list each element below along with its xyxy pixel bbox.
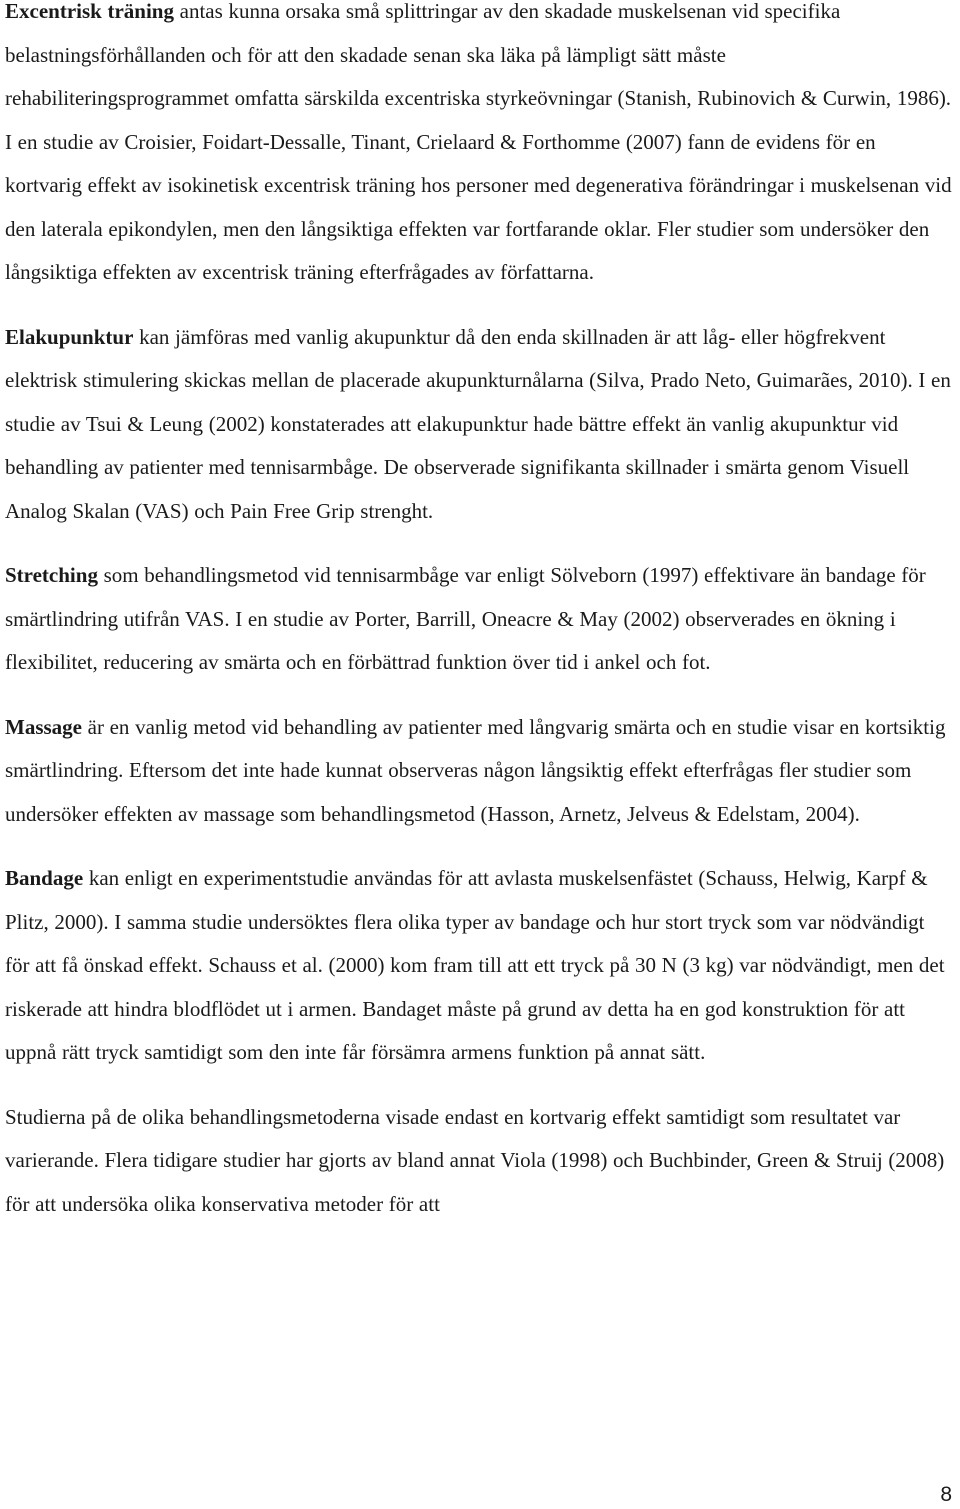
page-number: 8	[940, 1483, 952, 1506]
paragraph-text: antas kunna orsaka små splittringar av den skadade muskelsenan vid specifika belastningsförhållanden och för att den skadade senan ska läka på lämpligt sätt måste rehabiliteringsprogrammet omfatta särskilda excentriska styrkeövningar (Stanish, Rubinovich & Curwin, 1986). I en studie av Croisier, Foidart-Dessalle, Tinant, Crielaard & Forthomme (2007) fann de evidens för en kortvarig effekt av isokinetisk excentrisk träning hos personer med degenerativa förändringar i muskelsenan vid den laterala epikondylen, men den långsiktiga effekten var fortfarande oklar. Fler studier som undersöker den långsiktiga effekten av excentrisk träning efterfrågades av författarna.	[5, 0, 952, 284]
paragraph-text: är en vanlig metod vid behandling av patienter med långvarig smärta och en studie visar en kortsiktig smärtlindring. Eftersom det inte hade kunnat observeras någon långsiktig effekt efterfrågas fler studier som undersöker effekten av massage som behandlingsmetod (Hasson, Arnetz, Jelveus & Edelstam, 2004).	[5, 714, 946, 826]
paragraph-text: kan jämföras med vanlig akupunktur då den enda skillnaden är att låg- eller högfrekvent elektrisk stimulering skickas mellan de placerade akupunkturnålarna (Silva, Prado Neto, Guimarães, 2010). I en studie av Tsui & Leung (2002) konstaterades att elakupunktur hade bättre effekt än vanlig akupunktur vid behandling av patienter med tennisarmbåge. De observerade signifikanta skillnader i smärta genom Visuell Analog Skalan (VAS) och Pain Free Grip strenght.	[5, 324, 951, 523]
term-bandage: Bandage	[5, 866, 84, 890]
term-stretching: Stretching	[5, 563, 98, 587]
paragraph-bandage	[5, 857, 954, 1075]
term-massage: Massage	[5, 714, 82, 739]
paragraph-text: kan enligt en experimentstudie användas för att avlasta muskelsenfästet (Schauss, Helwig, Karpf & Plitz, 2000). I samma studie undersöktes flera olika typer av bandage och hur stort tryck som var nödvändigt för att få önskad effekt. Schauss et al. (2000) kom fram till att ett tryck på 30 N (3 kg) var nödvändigt, men det riskerade att hindra blodflödet ut i armen. Bandaget måste på grund av detta ha en god konstruktion för att uppnå rätt tryck samtidigt som den inte får försämra armens funktion på annat sätt.	[5, 866, 945, 1064]
paragraph-massage	[5, 706, 954, 837]
term-excentrisk-traning: Excentrisk träning	[5, 0, 174, 23]
paragraph-studierna	[5, 1096, 954, 1227]
paragraph-text: som behandlingsmetod vid tennisarmbåge var enligt Sölveborn (1997) effektivare än bandage för smärtlindring utifrån VAS. I en studie av Porter, Barrill, Oneacre & May (2002) observerades en ökning i flexibilitet, reducering av smärta och en förbättrad funktion över tid i ankel och fot.	[5, 563, 926, 674]
term-elakupunktur: Elakupunktur	[5, 324, 134, 349]
paragraph-excentrisk-traning	[5, 0, 954, 295]
paragraph-text: Studierna på de olika behandlingsmetoderna visade endast en kortvarig effekt samtidigt som resultatet var varierande. Flera tidigare studier har gjorts av bland annat Viola (1998) och Buchbinder, Green & Struij (2008) för att undersöka olika konservativa metoder för att	[5, 1104, 945, 1216]
paragraph-elakupunktur	[5, 316, 954, 534]
paragraph-stretching	[5, 554, 954, 685]
